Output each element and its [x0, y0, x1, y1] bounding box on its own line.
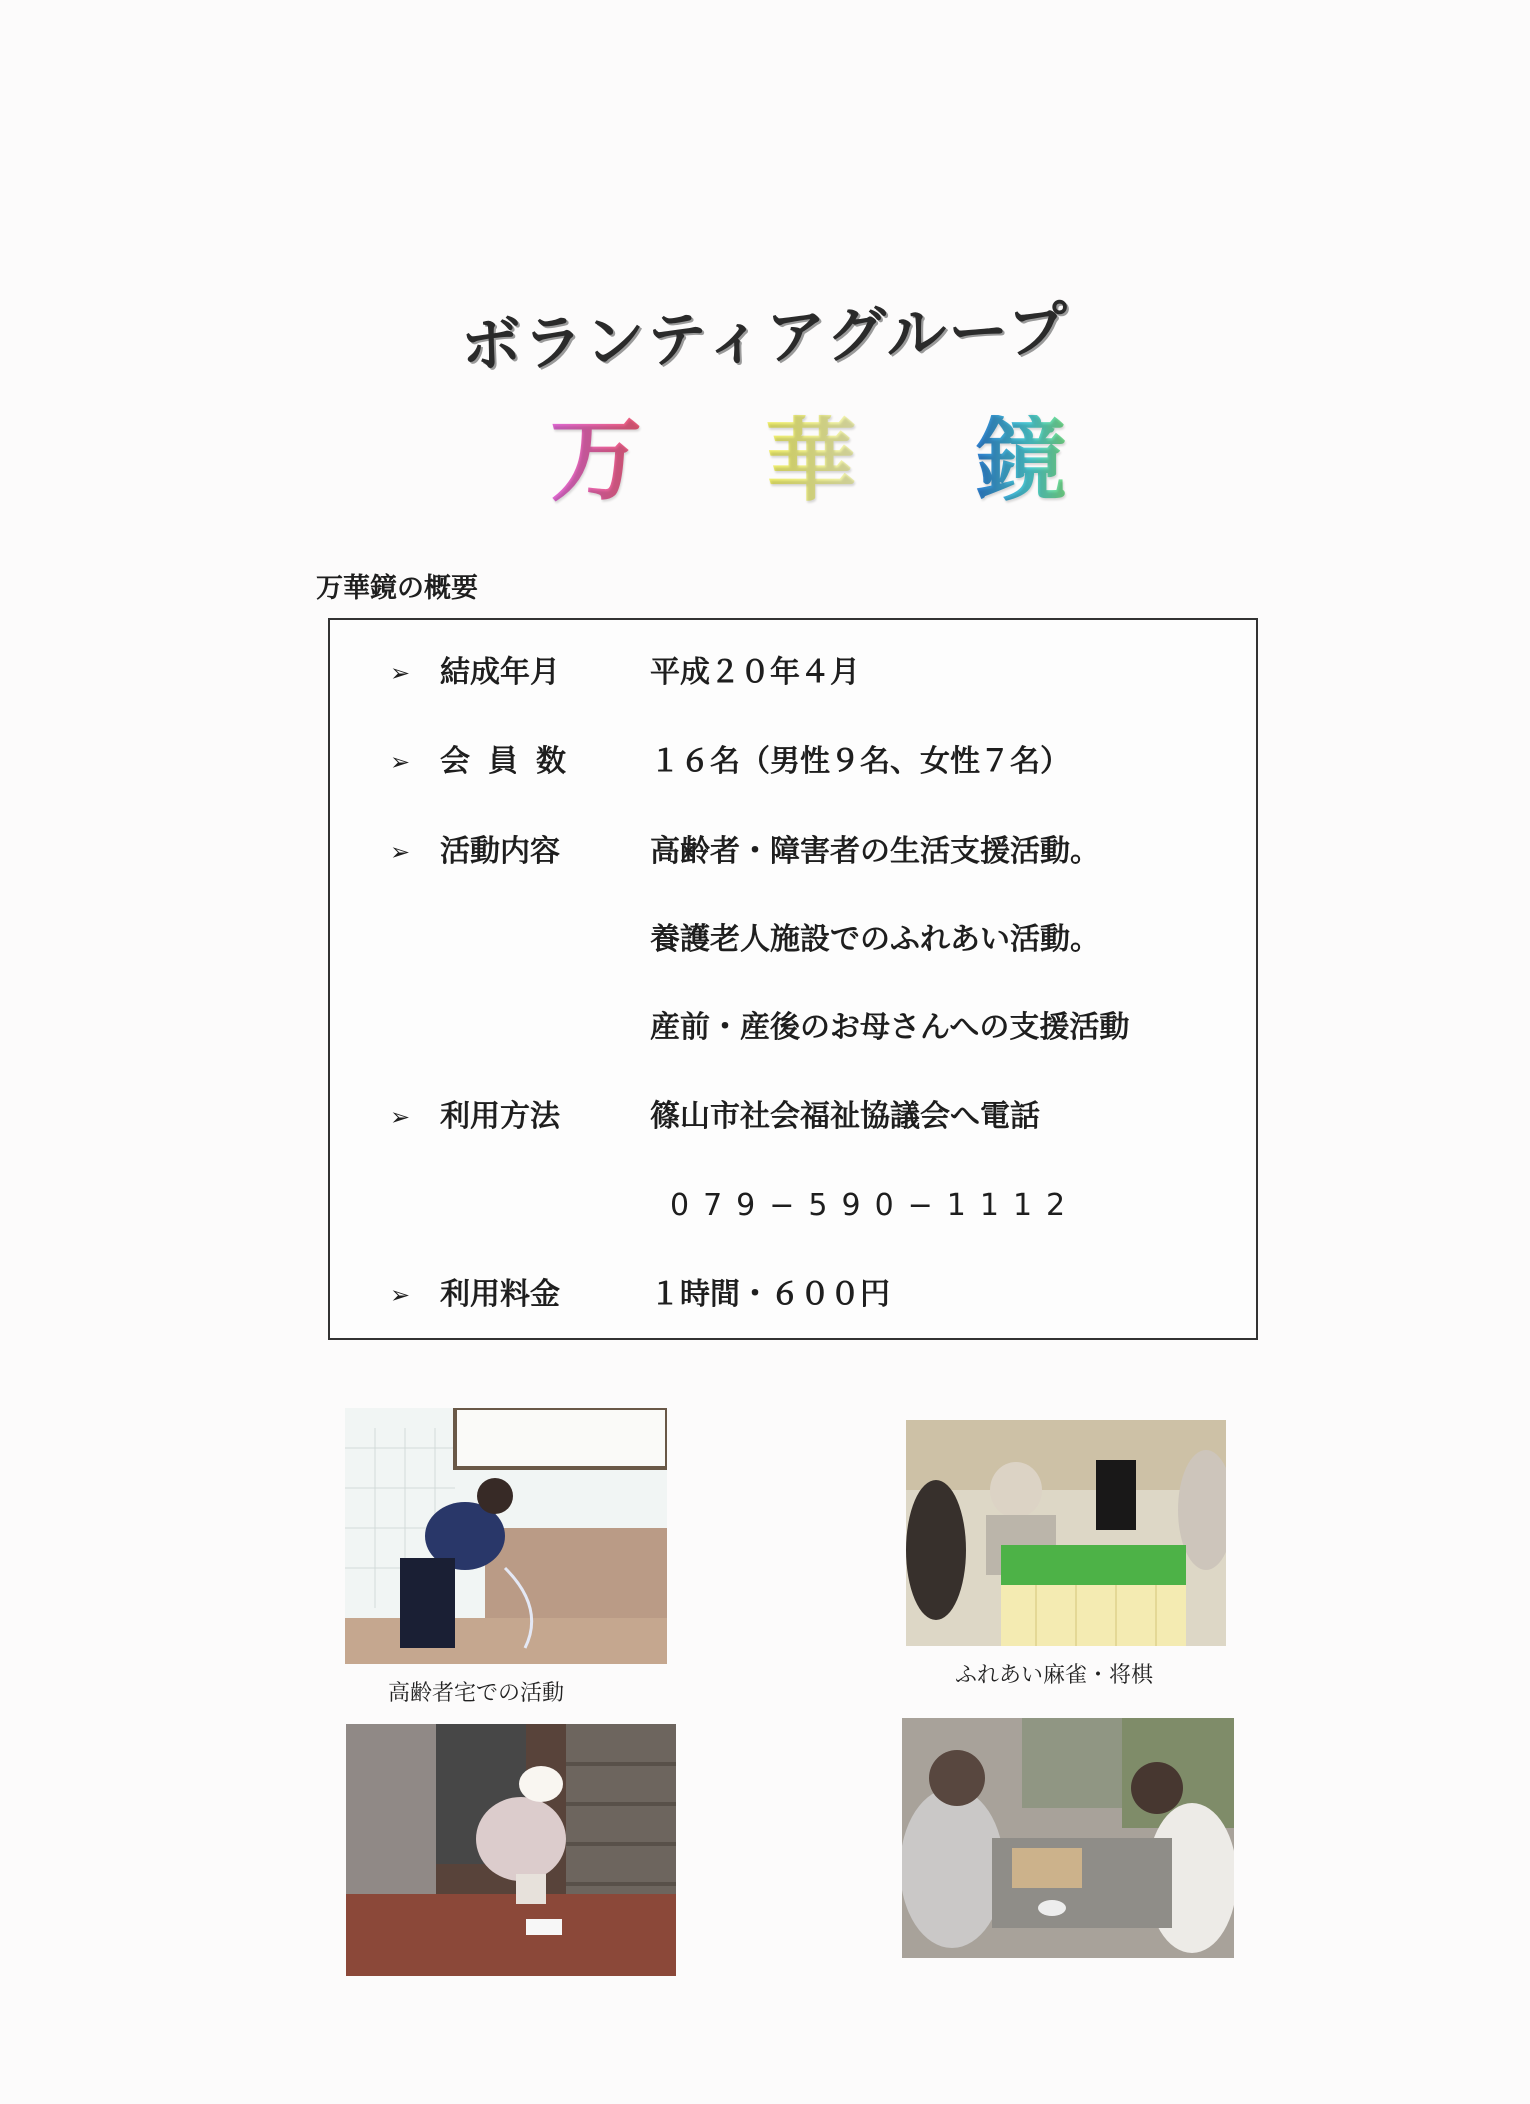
arrow-bullet-icon: ➢ [390, 838, 411, 866]
usage-label: 利用方法 [440, 1099, 560, 1134]
usage-row [330, 1094, 1256, 1140]
usage-value: 篠山市社会福祉協議会へ電話 [650, 1099, 1040, 1134]
arrow-bullet-icon: ➢ [390, 1281, 411, 1309]
group-name [0, 407, 1530, 525]
fee-value: １時間・６００円 [650, 1277, 890, 1312]
activities-row-3 [330, 1005, 1256, 1051]
activities-row-2 [330, 917, 1256, 963]
formation-label: 結成年月 [440, 655, 560, 690]
phone-row [330, 1183, 1256, 1229]
members-label: 会員数 [440, 744, 584, 779]
arrow-bullet-icon: ➢ [390, 748, 411, 776]
activity-item: 産前・産後のお母さんへの支援活動 [650, 1010, 1130, 1045]
group-title: ボランティアグループ [460, 295, 1071, 381]
group-name-char-1: 万 [550, 407, 643, 514]
photo-shogi [902, 1718, 1234, 1958]
formation-row [330, 650, 1256, 696]
activities-row [330, 829, 1256, 875]
caption-home-activity: 高齢者宅での活動 [388, 1681, 565, 1706]
group-name-char-2: 華 [765, 407, 858, 514]
fee-row [330, 1272, 1256, 1318]
activity-item: 高齢者・障害者の生活支援活動。 [650, 834, 1100, 869]
activities-label: 活動内容 [440, 834, 560, 869]
photo-floor-cleaning [346, 1724, 676, 1976]
photo-home-activity [345, 1408, 667, 1664]
group-name-char-3: 鏡 [975, 407, 1068, 514]
caption-games: ふれあい麻雀・将棋 [955, 1663, 1154, 1688]
formation-value: 平成２０年４月 [650, 655, 860, 690]
phone-number: 079−590−1112 [670, 1188, 1080, 1223]
arrow-bullet-icon: ➢ [390, 1103, 411, 1131]
members-value: １６名（男性９名、女性７名） [650, 744, 1070, 779]
arrow-bullet-icon: ➢ [390, 659, 411, 687]
fee-label: 利用料金 [440, 1277, 560, 1312]
photo-mahjong [906, 1420, 1226, 1646]
activity-item: 養護老人施設でのふれあい活動。 [650, 922, 1100, 957]
members-row [330, 739, 1256, 785]
overview-box [328, 618, 1258, 1340]
overview-heading: 万華鏡の概要 [316, 573, 478, 604]
